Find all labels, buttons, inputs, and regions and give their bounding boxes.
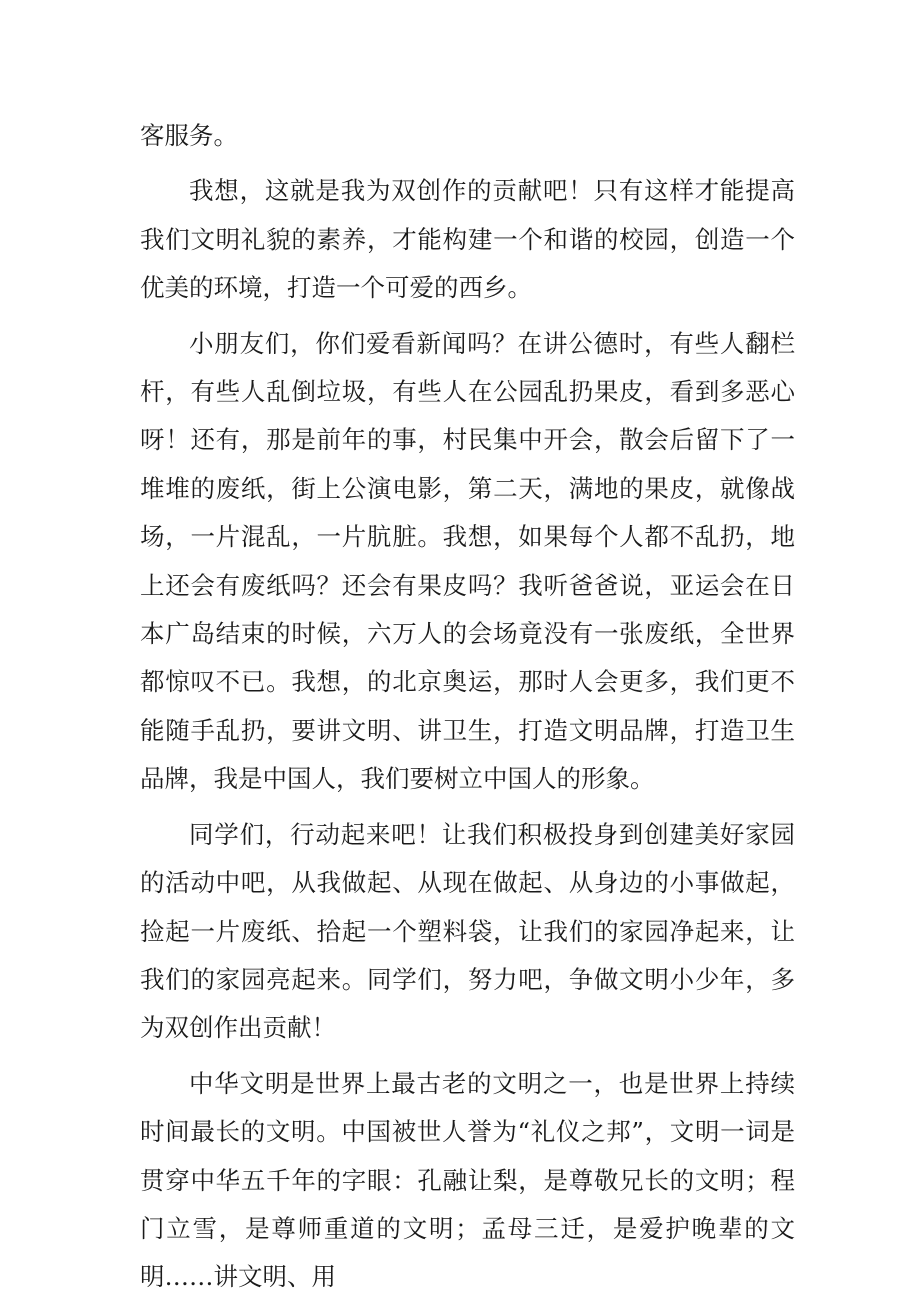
paragraph-call-to-action: 同学们，行动起来吧！让我们积极投身到创建美好家园的活动中吧，从我做起、从现在做起、从身边的小事做起，捡起一片废纸、拾起一个塑料袋，让我们的家园净起来，让我们的家园亮起来。同学们，努力吧，争做文明小少年，多为双创作出贡献！	[140, 819, 795, 1043]
document-body	[140, 112, 795, 1309]
paragraph-contribution: 我想，这就是我为双创作的贡献吧！只有这样才能提高我们文明礼貌的素养，才能构建一个和谐的校园，创造一个优美的环境，打造一个可爱的西乡。	[140, 176, 795, 303]
paragraph-chinese-civilization: 中华文明是世界上最古老的文明之一，也是世界上持续时间最长的文明。中国被世人誉为“礼仪之邦”，文明一词是贯穿中华五千年的字眼：孔融让梨，是尊敬兄长的文明；程门立雪，是尊师重道的文明；孟母三迁，是爱护晚辈的文明……讲文明、用	[140, 1068, 795, 1292]
paragraph-continuation: 客服务。	[140, 121, 238, 150]
paragraph-news: 小朋友们，你们爱看新闻吗？在讲公德时，有些人翻栏杆，有些人乱倒垃圾，有些人在公园乱扔果皮，看到多恶心呀！还有，那是前年的事，村民集中开会，散会后留下了一堆堆的废纸，街上公演电影，第二天，满地的果皮，就像战场，一片混乱，一片肮脏。我想，如果每个人都不乱扔，地上还会有废纸吗？还会有果皮吗？我听爸爸说，亚运会在日本广岛结束的时候，六万人的会场竟没有一张废纸，全世界都惊叹不已。我想，的北京奥运，那时人会更多，我们更不能随手乱扔，要讲文明、讲卫生，打造文明品牌，打造卫生品牌，我是中国人，我们要树立中国人的形象。	[140, 328, 795, 794]
